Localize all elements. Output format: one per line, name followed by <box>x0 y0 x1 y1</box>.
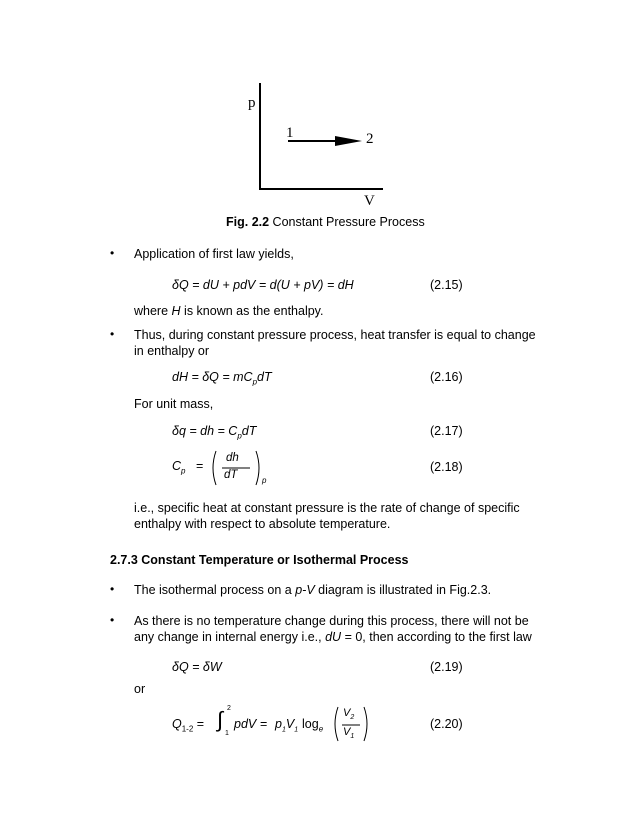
eq-2-18-outer-sub: p <box>262 476 267 485</box>
bullet-icon: • <box>110 582 115 596</box>
eqno-2-20: (2.20) <box>430 717 463 731</box>
pv-diagram <box>240 78 400 208</box>
ie-line-2: enthalpy with respect to absolute temperature. <box>134 517 391 531</box>
equation-2-20 <box>172 702 372 746</box>
eq-2-20-equals: = <box>260 717 268 731</box>
b3-pre: The isothermal process on a <box>134 583 296 597</box>
q-equals: = <box>193 717 205 731</box>
eq-2-18-numerator: dh <box>226 452 239 464</box>
eq-2-18-equals: = <box>196 459 204 473</box>
ie-line-1: i.e., specific heat at constant pressure is the rate of change of specific <box>134 501 520 515</box>
bullet-4-line-2 <box>134 629 532 646</box>
integral-body: pdV <box>234 717 257 731</box>
where-post: is known as the enthalpy. <box>180 304 324 318</box>
q-sub: 1-2 <box>181 724 194 734</box>
section-heading: 2.7.3 Constant Temperature or Isothermal Process <box>110 553 409 567</box>
num-sub: 2 <box>350 714 355 722</box>
state-label-2: 2 <box>366 131 374 147</box>
p1v1 <box>275 717 298 734</box>
bullet-icon: • <box>110 327 115 341</box>
log-sub: e <box>318 724 324 734</box>
eqno-2-18: (2.18) <box>430 460 463 474</box>
right-paren-icon <box>256 451 259 485</box>
den-v: V <box>343 726 351 738</box>
b4-du: dU <box>325 630 342 644</box>
arrow-head-icon <box>335 136 362 146</box>
axis-label-p: p <box>248 95 256 111</box>
eq-2-16-post: dT <box>257 370 272 384</box>
b3-post: diagram is illustrated in Fig.2.3. <box>314 583 492 597</box>
frac-num <box>343 707 354 721</box>
eq-2-17-sub: p <box>237 431 242 441</box>
q-symbol: Q <box>172 717 182 731</box>
caption-text: Constant Pressure Process <box>269 215 425 229</box>
v-symbol: V <box>285 717 295 731</box>
bullet-3-text <box>134 582 491 599</box>
eqno-2-16: (2.16) <box>430 370 463 384</box>
frac-den <box>343 726 354 740</box>
axis-label-v: V <box>364 193 375 209</box>
right-paren-icon <box>364 707 367 741</box>
bullet-2-line-1: Thus, during constant pressure process, heat transfer is equal to change <box>134 328 536 342</box>
figure-caption <box>226 214 425 231</box>
equation-2-17 <box>172 424 256 441</box>
integral-lower: 1 <box>225 730 229 737</box>
eqno-2-15: (2.15) <box>430 278 463 292</box>
b4-line2-pre: any change in internal energy i.e., <box>134 630 326 644</box>
v-sub: 1 <box>294 726 299 734</box>
bullet-4-line-1: As there is no temperature change during this process, there will not be <box>134 614 529 628</box>
bullet-icon: • <box>110 613 115 627</box>
unit-mass-text: For unit mass, <box>134 397 214 411</box>
equation-2-16 <box>172 370 272 387</box>
caption-number: Fig. 2.2 <box>226 215 270 229</box>
c-sub: p <box>181 466 186 476</box>
where-pre: where <box>134 304 172 318</box>
eq-2-18-denominator: dT <box>224 469 238 481</box>
left-paren-icon <box>335 707 338 741</box>
state-label-1: 1 <box>286 125 294 141</box>
den-sub: 1 <box>350 733 355 741</box>
bullet-2-line-2: in enthalpy or <box>134 344 210 358</box>
integral-icon: ∫ <box>217 707 224 732</box>
eqno-2-19: (2.19) <box>430 660 463 674</box>
num-v: V <box>343 707 351 719</box>
log-term <box>302 717 323 734</box>
eq-2-17-main: δq = dh = C <box>172 424 238 438</box>
b4-line2-post: = 0, then according to the first law <box>341 630 532 644</box>
eqno-2-17: (2.17) <box>430 424 463 438</box>
integral-upper: 2 <box>227 705 231 712</box>
equation-2-19: δQ = δW <box>172 660 222 674</box>
or-text: or <box>134 682 146 696</box>
bullet-1-text: Application of first law yields, <box>134 247 294 261</box>
bullet-icon: • <box>110 246 115 260</box>
c-symbol: C <box>172 459 182 473</box>
log-text: log <box>302 717 319 731</box>
eq-2-17-post: dT <box>241 424 257 438</box>
p-symbol: p <box>275 717 282 731</box>
b3-pv: p-V <box>295 583 315 597</box>
where-line <box>134 303 323 320</box>
equation-2-15: δQ = dU + pdV = d(U + pV) = dH <box>172 278 354 292</box>
eq-2-16-main: dH = δQ = mC <box>172 370 253 384</box>
where-h: H <box>171 304 181 318</box>
eq-2-20-q <box>172 717 204 734</box>
left-paren-icon <box>213 451 216 485</box>
p-sub: 1 <box>281 726 286 734</box>
eq-2-16-sub: p <box>252 377 258 387</box>
eq-2-18-parens <box>210 448 270 488</box>
eq-2-18-c <box>172 459 185 476</box>
